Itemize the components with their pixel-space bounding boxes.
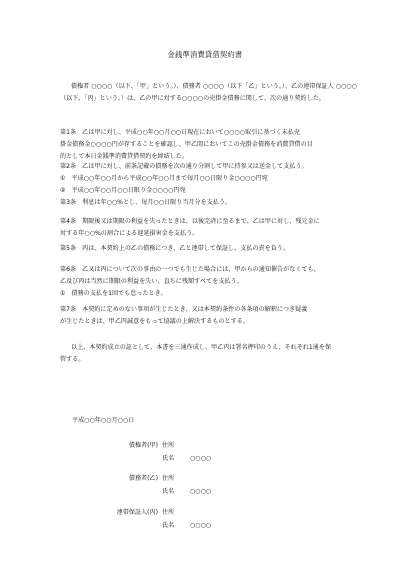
document-title: 金銭準消費貸借契約書 — [167, 50, 243, 59]
address-label: 住所 — [162, 509, 175, 516]
article-5 — [60, 243, 360, 255]
name-label: 氏名 — [162, 487, 175, 495]
article-2-line-2: ① 平成○○年○○月から平成○○年○○月まで毎月○○日限り金○○○○円宛 — [60, 175, 268, 183]
closing-clause — [60, 342, 360, 366]
article-6-line-1: 第6条 乙又は丙について次の事由の一つでも生じた場合には、甲からの通知催告がなくても、 — [60, 266, 320, 273]
article-3 — [60, 197, 360, 209]
signatory-debtor — [98, 473, 211, 498]
signatory-guarantor — [98, 507, 211, 532]
signatory-role: 債務者(乙) — [128, 475, 158, 482]
article-4-line-2: 対する年○○%の割合による遅延損害金を支払う。 — [60, 230, 199, 238]
contract-date: 平成○○年○○月○○日 — [72, 417, 135, 424]
signatory-creditor — [98, 440, 211, 465]
article-6-line-3: ① 債務の支払を1回でも怠ったとき。 — [60, 290, 167, 298]
article-2-line-1: 第2条 乙は甲に対し、前条記載の債務を次の通り分割して甲に持参又は送金して支払う。 — [60, 163, 308, 170]
article-6-line-2: 乙及び丙は当然に期限の利益を失い、直ちに残額すべてを支払う。 — [60, 278, 243, 286]
article-5-line-1: 第5条 丙は、本契約上の乙の債務につき、乙と連帯して保証し、支払の責を負う。 — [60, 245, 289, 252]
name-label: 氏名 — [162, 454, 175, 462]
article-7-line-2: が生じたときは、甲乙丙誠意をもって協議の上解決するものとする。 — [60, 318, 249, 326]
article-6 — [60, 264, 360, 301]
article-7-line-1: 第7条 本契約に定めのない事項が生じたとき、又は本契約条件の各条項の解釈につき疑義 — [60, 306, 308, 313]
article-1-line-2: 掛金債務金○○○○円が存することを確認し、甲乙間においてこの売掛金債務を消費貸借の目 — [60, 141, 313, 149]
article-3-line-1: 第3条 利息は年○○%とし、毎月○○日限り当月分を支払う。 — [60, 199, 232, 206]
signatory-name: ○○○○ — [189, 487, 212, 495]
article-4-line-1: 第4条 期限後又は期限の利益を失ったときは、以後完済に至るまで、乙は甲に対し、残元金に — [60, 218, 320, 225]
closing-line-2: 管する。 — [60, 356, 85, 364]
article-1 — [60, 127, 360, 164]
signatory-name: ○○○○ — [189, 521, 212, 529]
signatory-role: 連帯保証人(丙) — [116, 509, 158, 516]
signatory-name: ○○○○ — [189, 454, 212, 462]
article-4 — [60, 216, 360, 240]
article-1-line-3: 的として本日金銭準消費貸借契約を締結した。 — [60, 153, 188, 161]
article-7 — [60, 304, 360, 328]
closing-line-1: 以上、本契約成立の証として、本書を三通作成し、甲乙丙は署名押印のうえ、それぞれ1通を保 — [71, 344, 332, 351]
name-label: 氏名 — [162, 521, 175, 529]
address-label: 住所 — [162, 442, 175, 449]
address-label: 住所 — [162, 475, 175, 482]
article-2 — [60, 161, 360, 198]
signatory-role: 債権者(甲) — [128, 442, 158, 449]
article-2-line-3: ② 平成○○年○○月○○日限り金○○○○円宛 — [60, 187, 186, 195]
preamble: 債権者 ○○○○（以下、「甲」という。）、債務者 ○○○○（以下「乙」という。）、乙の連帯保証人 ○○○○（以下、「丙」という。）は、乙の甲に対する○○○○の売掛金債務に関して、次の通り契約した。 — [60, 83, 357, 103]
article-1-line-1: 第1条 乙は甲に対し、平成○○年○○月○○日現在において○○○○取引に基づく未払売 — [60, 129, 300, 136]
